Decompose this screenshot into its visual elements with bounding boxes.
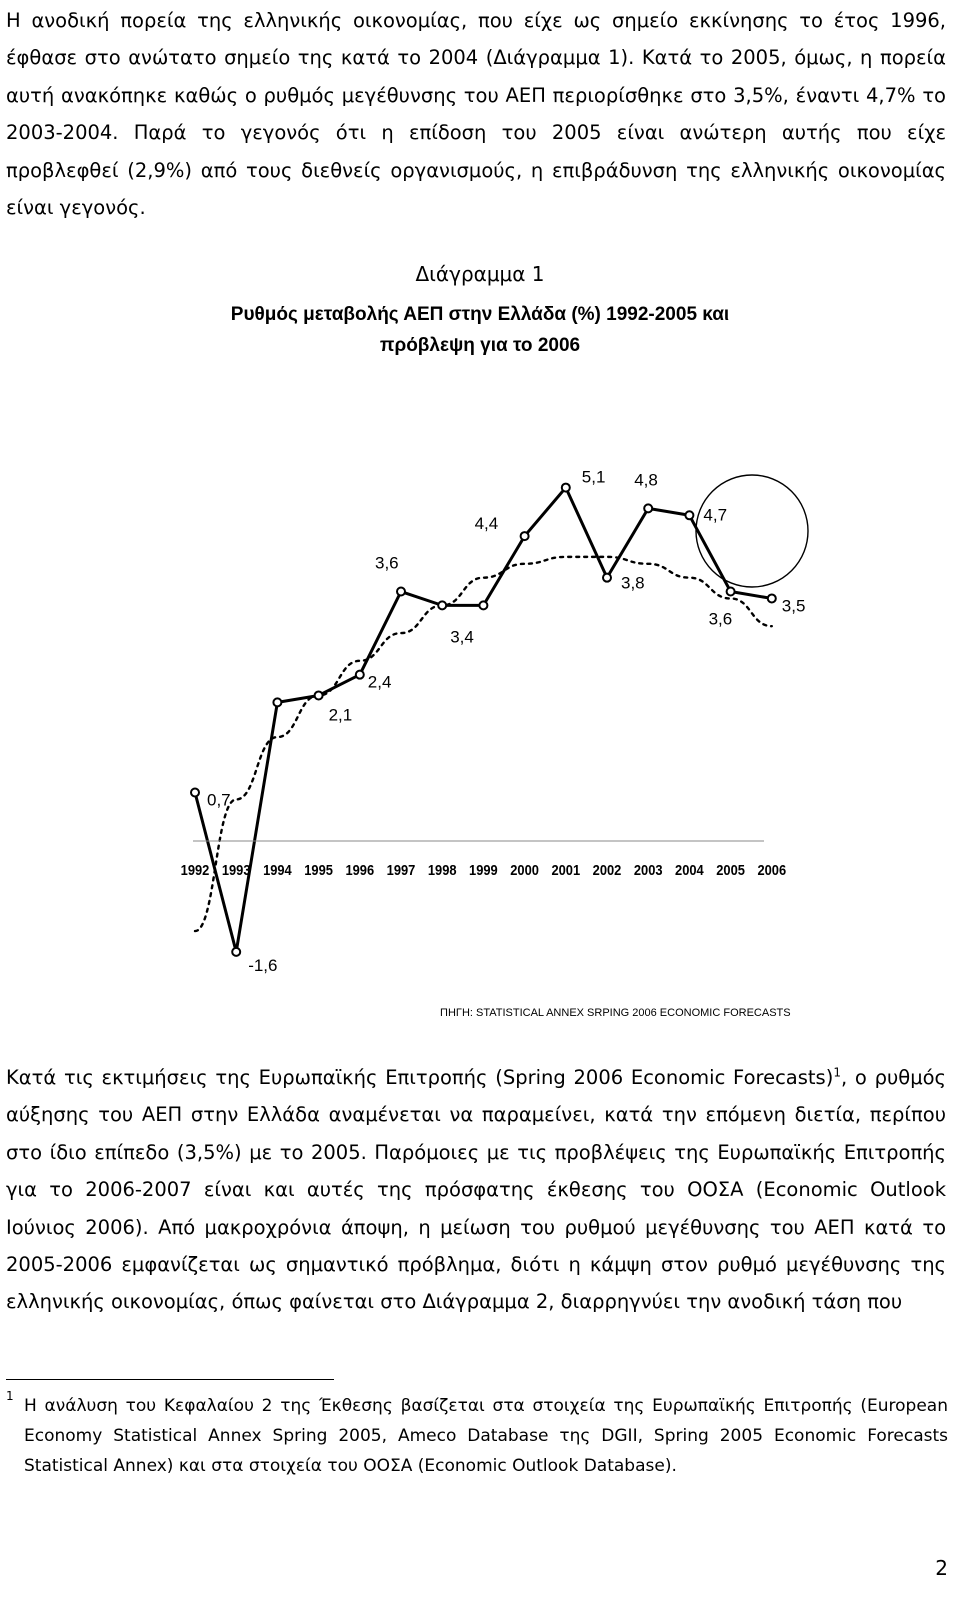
data-point-1993: [232, 948, 240, 956]
data-point-2006: [768, 594, 776, 602]
x-tick-label-1992: 1992: [180, 861, 210, 879]
footnote-reference: 1: [833, 1065, 841, 1080]
x-tick-label-1997: 1997: [386, 861, 416, 879]
data-label-2000: 4,4: [474, 514, 499, 534]
intro-paragraph: Η ανοδική πορεία της ελληνικής οικονομίας, που είχε ως σημείο εκκίνησης το έτος 1996, έφθασε στο ανώτατο σημείο της κατά το 2004 (Διάγραμμα 1). Κατά το 2005, όμως, η πορεία αυτή ανακόπηκε καθώς ο ρυθμός μεγέθυνσης του ΑΕΠ περιορίσθηκε στο 3,5%, έναντι 4,7% το 2003-2004. Παρά το γεγονός ότι η επίδοση του 2005 είναι ανώτερη αυτής που είχε προβλεφθεί (2,9%) από τους διεθνείς οργανισμούς, η επιβράδυνση της ελληνικής οικονομίας είναι γεγονός.: [6, 9, 946, 220]
data-point-2000: [521, 532, 529, 540]
data-label-2006: 3,5: [781, 596, 806, 616]
data-point-2001: [562, 484, 570, 492]
data-label-1998: 3,4: [450, 627, 474, 647]
chart-title-line-2: πρόβλεψη για το 2006: [379, 335, 581, 356]
chart-title-line-1: Ρυθμός μεταβολής ΑΕΠ στην Ελλάδα (%) 1992-2005 και: [230, 304, 730, 325]
chart-caption: Διάγραμμα 1: [415, 262, 545, 286]
page-number: 2: [935, 1556, 948, 1580]
x-tick-label-2004: 2004: [675, 861, 704, 879]
data-point-1997: [397, 588, 405, 596]
footnote-marker: 1: [6, 1389, 14, 1403]
data-label-1995: 2,1: [328, 705, 353, 725]
x-tick-label-2000: 2000: [510, 861, 539, 879]
chart-title: [200, 299, 760, 361]
x-tick-label-2001: 2001: [551, 861, 581, 879]
x-tick-label-2006: 2006: [757, 861, 787, 879]
body-paragraph: [6, 1059, 946, 1321]
data-point-1994: [273, 698, 281, 706]
data-label-2002: 3,8: [621, 573, 645, 593]
body-paragraph-part-2: , ο ρυθμός αύξησης του ΑΕΠ στην Ελλάδα αναμένεται να παραμείνει, κατά την επόμενη διετία, περίπου στο ίδιο επίπεδο (3,5%) με το 2005. Παρόμοιες με τις προβλέψεις της Ευρωπαϊκής Επιτροπής για το 2006-2007 είναι και αυτές της πρόσφατης έκθεσης του ΟΟΣΑ (Economic Outlook Ιούνιος 2006). Από μακροχρόνια άποψη, η μείωση του ρυθμού μεγέθυνσης του ΑΕΠ κατά το 2005-2006 εμφανίζεται ως σημαντικό πρόβλημα, διότι η κάμψη στον ρυθμό μεγέθυνσης της ελληνικής οικονομίας, όπως φαίνεται στο Διάγραμμα 2, διαρρηγνύει την ανοδική τάση που: [6, 1066, 946, 1314]
data-point-2005: [727, 588, 735, 596]
x-tick-label-1998: 1998: [427, 861, 457, 879]
footnote-separator: [6, 1379, 334, 1380]
highlight-circle: [696, 475, 808, 587]
x-tick-label-1996: 1996: [345, 861, 375, 879]
data-point-1998: [438, 601, 446, 609]
data-label-2005: 3,6: [708, 609, 733, 629]
data-label-2004: 4,7: [703, 505, 728, 525]
footnote-text: Η ανάλυση του Κεφαλαίου 2 της Έκθεσης βασίζεται στα στοιχεία της Ευρωπαϊκής Επιτροπής (European Economy Statistical Annex Spring 2005, Ameco Database της DGII, Spring 2005 Economic Forecasts Statistical Annex) και στα στοιχεία του ΟΟΣΑ (Economic Outlook Database).: [24, 1396, 948, 1476]
data-point-2004: [685, 511, 693, 519]
data-point-2003: [644, 504, 652, 512]
gdp-growth-line: [195, 488, 772, 952]
data-label-2001: 5,1: [581, 467, 606, 487]
x-tick-label-2005: 2005: [716, 861, 745, 879]
x-tick-label-1995: 1995: [304, 861, 333, 879]
x-tick-label-2003: 2003: [633, 861, 663, 879]
data-point-1995: [315, 691, 323, 699]
data-label-1993: -1,6: [248, 955, 278, 975]
data-point-2002: [603, 574, 611, 582]
data-label-1992: 0,7: [207, 790, 231, 810]
chart-source-note: ΠΗΓΗ: STATISTICAL ANNEX SRPING 2006 ECONOMIC FORECASTS: [440, 1007, 791, 1019]
data-label-1996: 2,4: [367, 672, 392, 692]
x-tick-label-1993: 1993: [221, 861, 251, 879]
data-point-1992: [191, 788, 199, 796]
gdp-growth-line-chart: [0, 370, 960, 1030]
data-point-1999: [479, 601, 487, 609]
data-label-2003: 4,8: [634, 470, 658, 490]
data-label-1997: 3,6: [375, 553, 399, 573]
x-tick-label-1994: 1994: [263, 861, 292, 879]
data-point-1996: [356, 671, 364, 679]
body-paragraph-part-1: Κατά τις εκτιμήσεις της Ευρωπαϊκής Επιτροπής (Spring 2006 Economic Forecasts): [6, 1066, 834, 1089]
x-tick-label-1999: 1999: [469, 861, 498, 879]
x-tick-label-2002: 2002: [592, 861, 622, 879]
